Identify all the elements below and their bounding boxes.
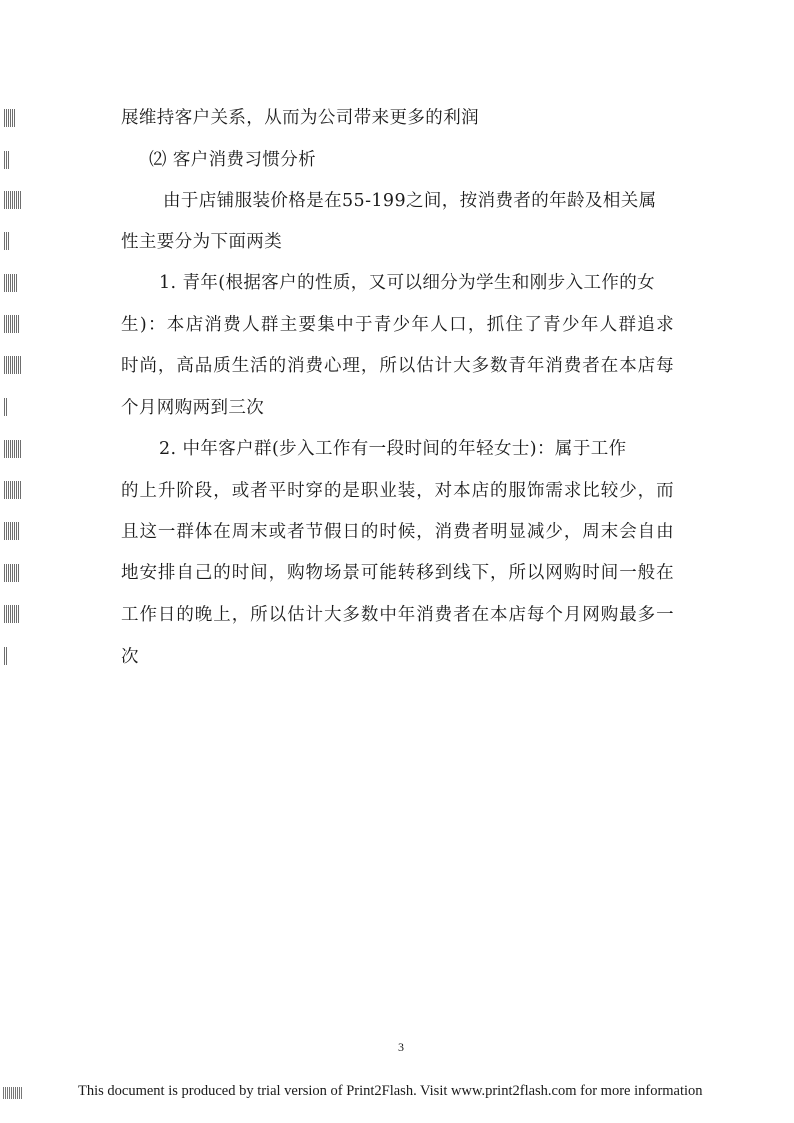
text-line: 时尚，高品质生活的消费心理，所以估计大多数青年消费者在本店每: [121, 356, 674, 376]
margin-artifact: [4, 356, 21, 374]
footer-artifact: [3, 1087, 23, 1099]
section-heading: ⑵ 客户消费习惯分析: [149, 150, 317, 170]
margin-artifact: [4, 522, 20, 540]
margin-artifact: [4, 274, 17, 292]
margin-artifact: [4, 315, 20, 333]
margin-artifact: [4, 191, 21, 209]
text-line: 地安排自己的时间，购物场景可能转移到线下，所以网购时间一般在: [121, 563, 674, 583]
text-line: 次: [121, 647, 139, 667]
margin-artifact: [4, 647, 7, 665]
text-line: 性主要分为下面两类: [121, 232, 283, 252]
margin-artifact: [4, 605, 20, 623]
margin-artifact: [4, 564, 20, 582]
text-line: 个月网购两到三次: [121, 398, 265, 418]
text-line: 由于店铺服装价格是在55-199之间，按消费者的年龄及相关属: [163, 191, 657, 211]
margin-artifact: [4, 109, 15, 127]
margin-artifact: [4, 440, 21, 458]
text-line: 展维持客户关系，从而为公司带来更多的利润: [121, 108, 479, 128]
text-line: 的上升阶段，或者平时穿的是职业装，对本店的服饰需求比较少，而: [121, 481, 674, 501]
text-line: 生)：本店消费人群主要集中于青少年人口，抓住了青少年人群追求: [121, 315, 674, 335]
text-line: 工作日的晚上，所以估计大多数中年消费者在本店每个月网购最多一: [121, 605, 674, 625]
text-line: 且这一群体在周末或者节假日的时候，消费者明显减少，周末会自由: [121, 522, 674, 542]
margin-artifact: [4, 151, 10, 169]
list-item-2: 2. 中年客户群(步入工作有一段时间的年轻女士)：属于工作: [159, 439, 627, 459]
margin-artifact: [4, 481, 21, 499]
margin-artifact: [4, 398, 8, 416]
page-number: 3: [398, 1040, 404, 1054]
trial-version-footer: This document is produced by trial version of Print2Flash. Visit www.print2flash.com for more information: [78, 1083, 703, 1099]
margin-artifact: [4, 232, 9, 250]
list-item-1: 1. 青年(根据客户的性质，又可以细分为学生和刚步入工作的女: [159, 273, 656, 293]
